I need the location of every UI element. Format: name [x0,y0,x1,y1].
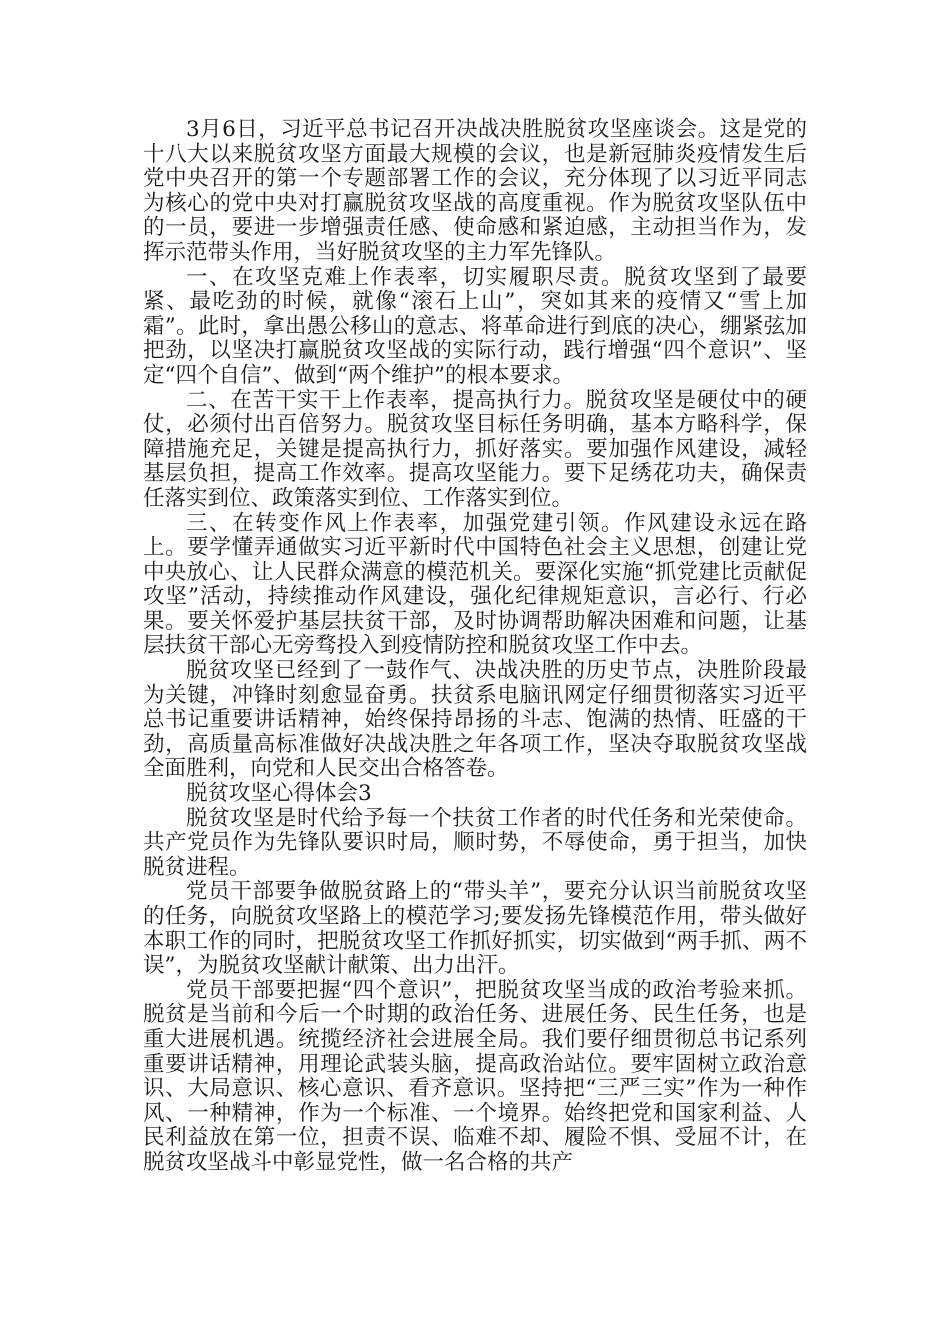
section-heading: 脱贫攻坚心得体会3 [186,781,372,807]
paragraph-5: 脱贫攻坚已经到了一鼓作气、决战决胜的历史节点，决胜阶段最为关键，冲锋时刻愈显奋勇。扶贫系电脑讯网定仔细贯彻落实习近平总书记重要讲话精神，始终保持昂扬的斗志、饱满的热情、旺盛的干劲，高质量高标准做好决战决胜之年各项工作，坚决夺取脱贫攻坚战全面胜利，向党和人民交出合格答卷。 [143,658,807,782]
paragraph-6: 脱贫攻坚是时代给予每一个扶贫工作者的时代任务和光荣使命。共产党员作为先锋队要识时局，顺时势，不辱使命，勇于担当，加快脱贫进程。 [143,805,807,880]
paragraph-8: 党员干部要把握“四个意识”，把脱贫攻坚当成的政治考验来抓。脱贫是当前和今后一个时期的政治任务、进展任务、民生任务，也是重大进展机遇。统揽经济社会进展全局。我们要仔细贯彻总书记系列重要讲话精神，用理论武装头脑，提高政治站位。要牢固树立政治意识、大局意识、核心意识、看齐意识。坚持把“三严三实”作为一种作风、一种精神，作为一个标准、一个境界。始终把党和国家利益、人民利益放在第一位，担责不误、临难不却、履险不惧、受屈不计，在脱贫攻坚战斗中彰显党性，做一名合格的共产 [143,977,807,1175]
paragraph-7: 党员干部要争做脱贫路上的“带头羊”，要充分认识当前脱贫攻坚的任务，向脱贫攻坚路上的模范学习;要发扬先锋模范作用，带头做好本职工作的同时，把脱贫攻坚工作抓好抓实，切实做到“两手抓、两不误”，为脱贫攻坚献计献策、出力出汗。 [143,879,807,979]
document-body [143,118,807,1176]
paragraph-1: 3月6日，习近平总书记召开决战决胜脱贫攻坚座谈会。这是党的十八大以来脱贫攻坚方面最大规模的会议，也是新冠肺炎疫情发生后党中央召开的第一个专题部署工作的会议，充分体现了以习近平同志为核心的党中央对打赢脱贫攻坚战的高度重视。作为脱贫攻坚队伍中的一员，要进一步增强责任感、使命感和紧迫感，主动担当作为，发挥示范带头作用，当好脱贫攻坚的主力军先锋队。 [143,117,807,265]
paragraph-4: 三、在转变作风上作表率，加强党建引领。作风建设永远在路上。要学懂弄通做实习近平新时代中国特色社会主义思想，创建让党中央放心、让人民群众满意的模范机关。要深化实施“抓党建比贡献促攻坚”活动，持续推动作风建设，强化纪律规矩意识，言必行、行必果。要关怀爱护基层扶贫干部，及时协调帮助解决困难和问题，让基层扶贫干部心无旁骛投入到疫情防控和脱贫攻坚工作中去。 [143,510,807,659]
paragraph-2: 一、在攻坚克难上作表率，切实履职尽责。脱贫攻坚到了最要紧、最吃劲的时候，就像“滚石上山”，突如其来的疫情又“雪上加霜”。此时，拿出愚公移山的意志、将革命进行到底的决心，绷紧弦加把劲，以坚决打赢脱贫攻坚战的实际行动，践行增强“四个意识”、坚定“四个自信”、做到“两个维护”的根本要求。 [143,264,807,388]
paragraph-3: 二、在苦干实干上作表率，提高执行力。脱贫攻坚是硬仗中的硬仗，必须付出百倍努力。脱贫攻坚目标任务明确，基本方略科学，保障措施充足，关键是提高执行力，抓好落实。要加强作风建设，减轻基层负担，提高工作效率。提高攻坚能力。要下足绣花功夫，确保责任落实到位、政策落实到位、工作落实到位。 [143,387,807,511]
